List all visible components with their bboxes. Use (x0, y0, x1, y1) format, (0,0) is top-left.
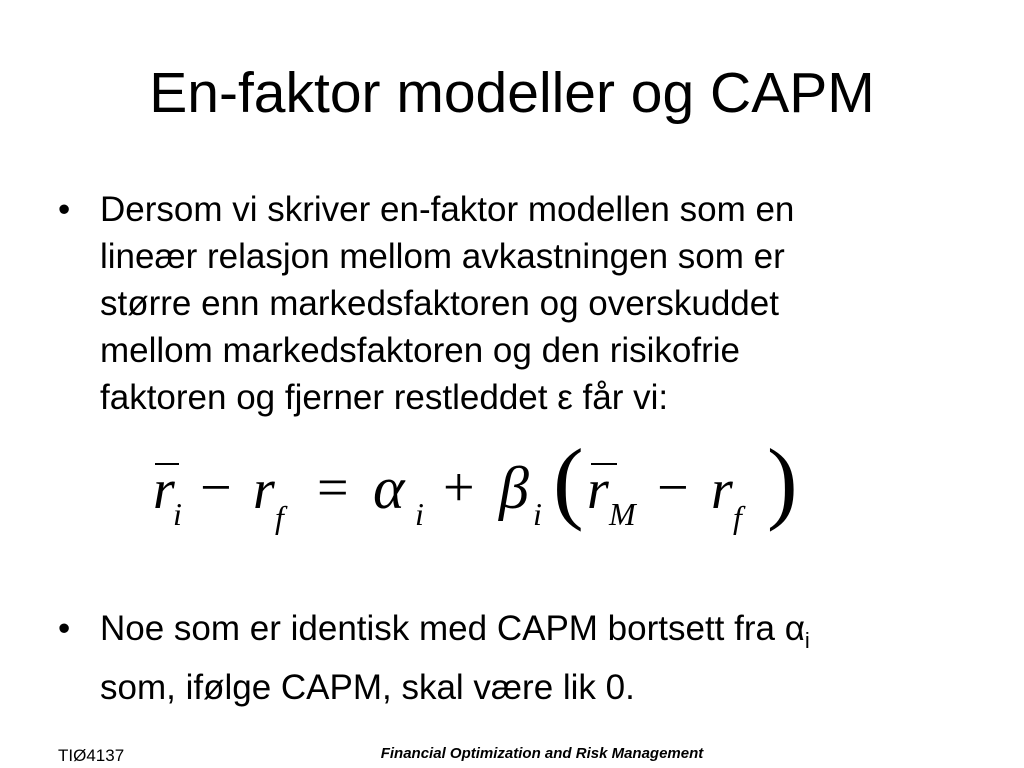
equals-sign: = (317, 457, 349, 519)
bullet-line: som, ifølge CAPM, skal være lik 0. (100, 668, 635, 707)
bullet-line: faktoren og fjerner restleddet ε får vi: (100, 378, 669, 417)
r-symbol: r (153, 459, 175, 521)
plus-sign: + (443, 457, 475, 519)
subscript-f: f (733, 499, 742, 535)
left-parenthesis: ( (553, 430, 584, 532)
subscript-M: M (609, 496, 636, 532)
bullet-text (100, 186, 930, 421)
bullet-line-text: Noe som er identisk med CAPM bortsett fra α (100, 609, 805, 648)
beta-symbol: β (499, 455, 529, 521)
bullet-line: lineær relasjon mellom avkastningen som er (100, 237, 785, 276)
right-parenthesis: ) (767, 430, 798, 532)
subscript-i: i (173, 496, 182, 532)
bullet-line: mellom markedsfaktoren og den risikofrie (100, 331, 740, 370)
alpha-subscript: i (804, 628, 810, 653)
minus-sign: − (200, 457, 232, 519)
bullet-line (100, 605, 930, 664)
subscript-i: i (415, 496, 424, 532)
minus-sign: − (657, 457, 689, 519)
capm-formula (145, 430, 825, 550)
r-symbol: r (253, 459, 275, 521)
subscript-f: f (275, 499, 284, 535)
subscript-i: i (533, 496, 542, 532)
footer-course-title: Financial Optimization and Risk Management (380, 745, 704, 762)
bullet-marker: • (58, 609, 71, 648)
bullet-marker: • (58, 190, 71, 229)
bullet-line: større enn markedsfaktoren og overskuddet (100, 284, 779, 323)
slide-title: En-faktor modeller og CAPM (149, 61, 875, 125)
footer-course-code: TIØ4137 (58, 746, 125, 765)
bullet-text (100, 605, 930, 711)
formula-svg (145, 430, 825, 550)
alpha-symbol: α (373, 455, 405, 521)
r-symbol: r (711, 459, 733, 521)
bullet-line: Dersom vi skriver en-faktor modellen som en (100, 190, 795, 229)
r-symbol: r (587, 459, 609, 521)
